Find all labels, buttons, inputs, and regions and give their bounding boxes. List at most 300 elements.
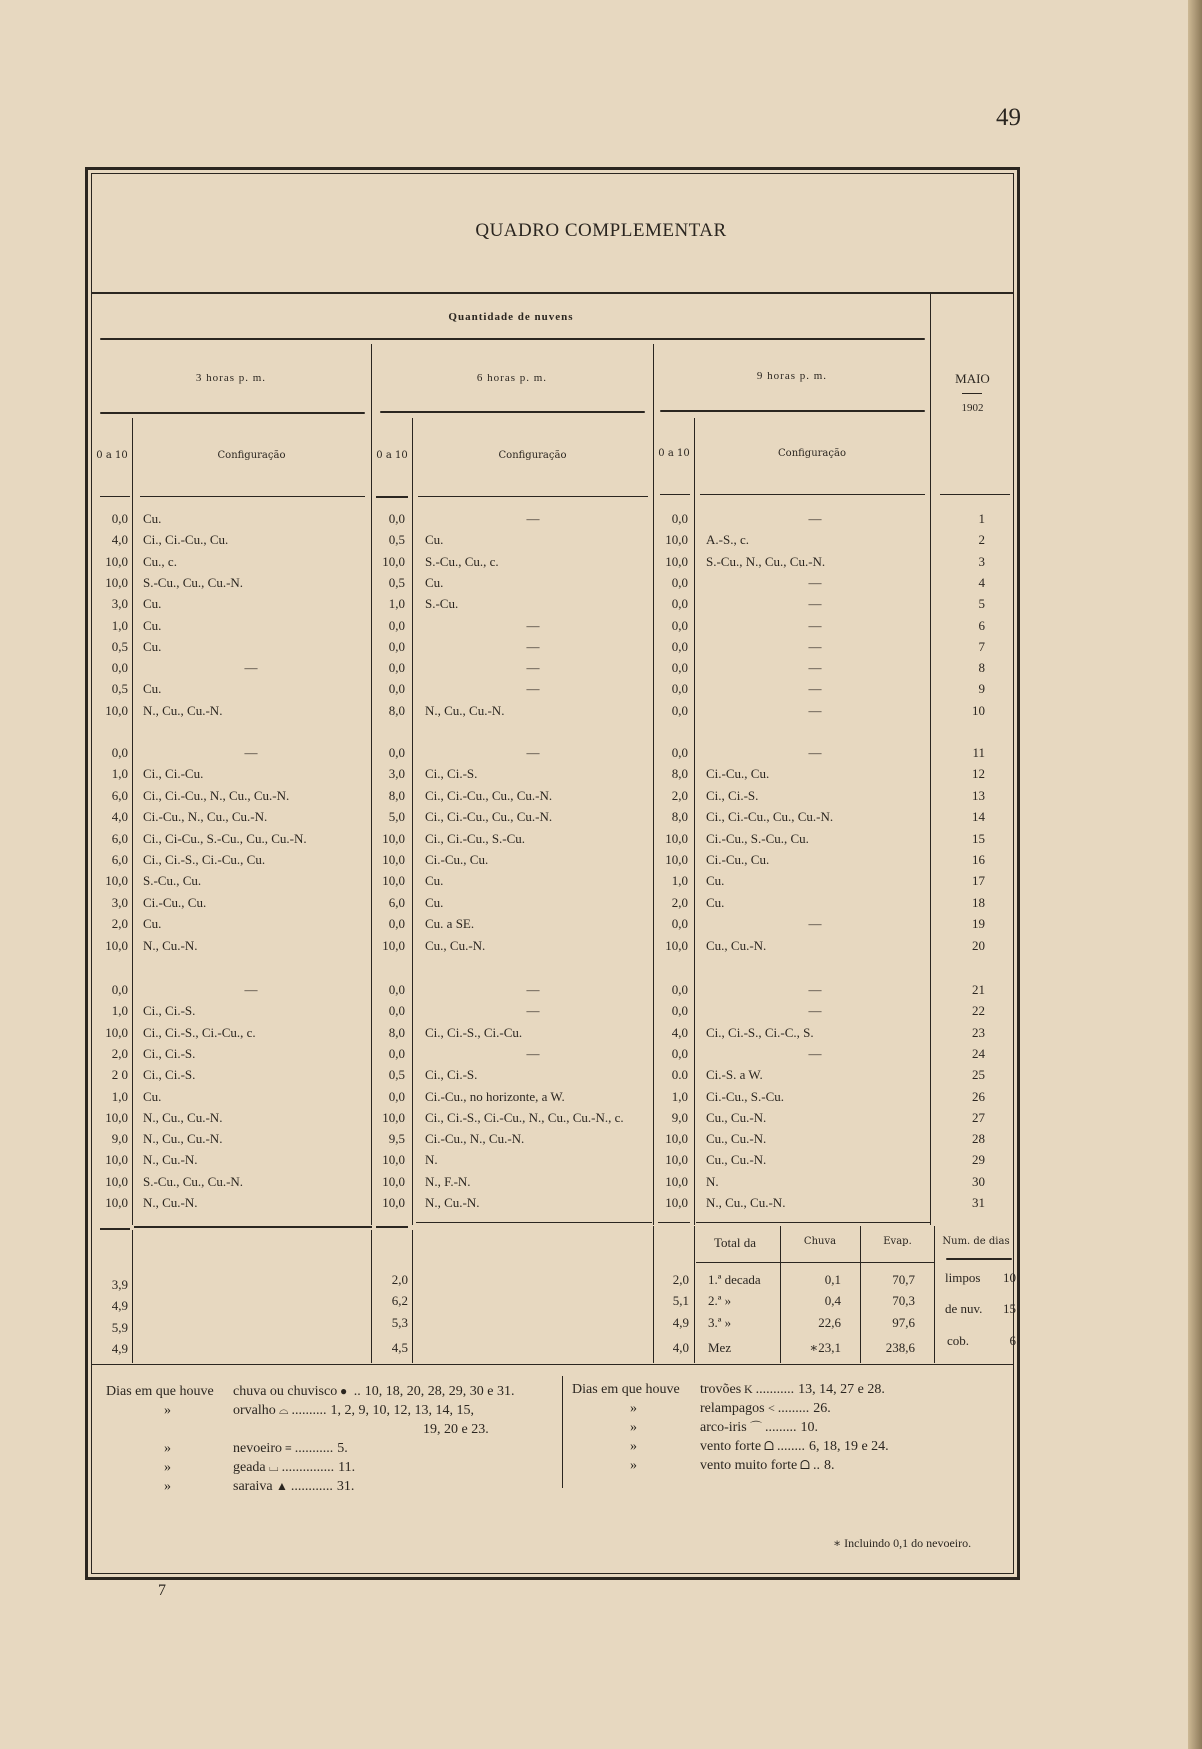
note-dots: ........ bbox=[776, 1439, 805, 1454]
summary-amount-3pm: 4,9 bbox=[111, 1298, 128, 1313]
config-6pm: — bbox=[526, 681, 540, 697]
amount-6pm: 0,0 bbox=[388, 681, 405, 697]
amount-6pm: 10,0 bbox=[382, 852, 405, 867]
amount-6pm: 0,0 bbox=[388, 511, 405, 526]
amount-3pm: 1,0 bbox=[111, 1003, 128, 1019]
summary-period: 1.ª decada bbox=[708, 1272, 761, 1287]
day-number: 12 bbox=[972, 766, 985, 782]
config-3pm: Cu. bbox=[143, 681, 162, 697]
col-amount-9pm: 0 a 10 bbox=[658, 448, 690, 459]
summary-rule-a9 bbox=[658, 1222, 690, 1223]
note-prefix: » bbox=[164, 1479, 171, 1494]
group-header-swash bbox=[100, 338, 925, 340]
config-3pm: — bbox=[244, 745, 258, 760]
summary-evap: 70,7 bbox=[892, 1272, 915, 1287]
note-days: 11. bbox=[338, 1460, 356, 1475]
amount-9pm: 10,0 bbox=[665, 1173, 688, 1189]
config-3pm: Ci.-Cu., N., Cu., Cu.-N. bbox=[143, 809, 268, 825]
period-label-9pm: 9 horas p. m. bbox=[756, 370, 828, 382]
note-dots: ........... bbox=[755, 1382, 795, 1397]
config-6pm: S.-Cu. bbox=[425, 596, 459, 612]
note-label: arco-iris bbox=[700, 1420, 747, 1435]
month-column-divider bbox=[930, 293, 931, 1225]
note-dots: .. bbox=[812, 1458, 820, 1473]
day-number: 19 bbox=[972, 916, 985, 932]
config-3pm: N., Cu., Cu.-N. bbox=[143, 1131, 223, 1147]
config-6pm: Cu. a SE. bbox=[425, 916, 475, 932]
config-3pm: Ci., Ci-Cu., S.-Cu., Cu., Cu.-N. bbox=[143, 830, 307, 846]
day-number: 3 bbox=[978, 553, 985, 569]
summary-rule-right bbox=[696, 1222, 930, 1223]
amount-9pm: 2,0 bbox=[671, 894, 688, 910]
notes-divider bbox=[562, 1376, 563, 1488]
amount-6pm: 0,0 bbox=[388, 1088, 405, 1104]
summary-amount-9pm: 4,9 bbox=[672, 1315, 689, 1330]
summary-rule-c6 bbox=[416, 1222, 652, 1223]
config-9pm: — bbox=[808, 702, 822, 718]
note-symbol-icon: ᗝ bbox=[764, 1439, 774, 1453]
note-days: 5. bbox=[337, 1441, 348, 1456]
config-3pm: Cu. bbox=[143, 617, 162, 633]
note-symbol-icon: ● bbox=[340, 1384, 348, 1398]
table-title: QUADRO COMPLEMENTAR bbox=[475, 220, 727, 241]
config-9pm: — bbox=[808, 745, 822, 760]
note-prefix: » bbox=[164, 1460, 171, 1475]
day-number: 27 bbox=[972, 1109, 985, 1125]
day-number: 30 bbox=[972, 1173, 985, 1189]
config-9pm: — bbox=[808, 1045, 822, 1061]
note-label: geada bbox=[233, 1460, 266, 1475]
amount-3pm: 4,0 bbox=[111, 809, 128, 825]
note-prefix: » bbox=[630, 1420, 637, 1435]
summary-evap: 238,6 bbox=[885, 1340, 915, 1355]
dias-nuv-value: 15 bbox=[1003, 1301, 1016, 1316]
note-symbol-icon: ⌴ bbox=[269, 1460, 279, 1474]
day-number: 4 bbox=[978, 574, 985, 590]
dias-nuv-label: de nuv. bbox=[945, 1301, 983, 1316]
amount-9pm: 1,0 bbox=[671, 1088, 688, 1104]
amount-6pm: 5,0 bbox=[388, 809, 405, 825]
amount-9pm: 10,0 bbox=[665, 532, 688, 548]
summary-amount-6pm: 4,5 bbox=[391, 1340, 408, 1355]
amount-6pm: 10,0 bbox=[382, 1195, 405, 1210]
note-tail bbox=[765, 1399, 831, 1418]
month-name: MAIO bbox=[955, 371, 990, 386]
note-symbol-icon: ⌒ bbox=[750, 1420, 763, 1434]
amount-6pm: 1,0 bbox=[388, 596, 405, 612]
day-number: 8 bbox=[978, 660, 985, 676]
amount-6pm: 10,0 bbox=[382, 1173, 405, 1189]
config-3pm: Ci.-Cu., Cu. bbox=[143, 894, 207, 910]
note-dots: .. bbox=[350, 1384, 361, 1399]
day-number: 28 bbox=[972, 1131, 985, 1147]
day-number: 14 bbox=[972, 809, 985, 825]
amount-6pm: 0,0 bbox=[388, 745, 405, 760]
amount-3pm: 10,0 bbox=[105, 937, 128, 953]
note-days: 13, 14, 27 e 28. bbox=[798, 1382, 885, 1397]
amount-6pm: 10,0 bbox=[382, 873, 405, 889]
amount-3pm: 1,0 bbox=[111, 766, 128, 782]
amount-6pm: 9,5 bbox=[388, 1131, 405, 1147]
config-6pm: N., Cu., Cu.-N. bbox=[425, 702, 505, 718]
note-label: saraiva bbox=[233, 1479, 273, 1494]
amount-9pm: 9,0 bbox=[671, 1109, 688, 1125]
config-9pm: N. bbox=[706, 1173, 719, 1189]
amount-9pm: 10,0 bbox=[665, 1195, 688, 1210]
note-days: 1, 2, 9, 10, 12, 13, 14, 15, bbox=[330, 1403, 474, 1418]
amount-3pm: 3,0 bbox=[111, 596, 128, 612]
amount-3pm: 0,0 bbox=[111, 511, 128, 526]
config-3pm: Ci., Ci.-S., Ci.-Cu., c. bbox=[143, 1024, 256, 1040]
amount-9pm: 10,0 bbox=[665, 852, 688, 867]
config-6pm: Ci.-Cu., no horizonte, a W. bbox=[425, 1088, 565, 1104]
config-9pm: Ci.-S. a W. bbox=[706, 1067, 763, 1083]
config-6pm: — bbox=[526, 745, 540, 760]
day-number: 7 bbox=[978, 638, 985, 654]
sheet-number: 7 bbox=[158, 1582, 166, 1599]
config-6pm: — bbox=[526, 638, 540, 654]
day-number: 17 bbox=[972, 873, 985, 889]
amount-9pm: 0,0 bbox=[671, 681, 688, 697]
note-days: 19, 20 e 23. bbox=[423, 1422, 489, 1437]
note-dots: ............... bbox=[281, 1460, 335, 1475]
config-3pm: Cu. bbox=[143, 596, 162, 612]
config-3pm: — bbox=[244, 660, 258, 676]
amount-6pm: 0,0 bbox=[388, 916, 405, 932]
summary-period: Mez bbox=[708, 1340, 732, 1355]
amount-9pm: 4,0 bbox=[671, 1024, 688, 1040]
amount-6pm: 8,0 bbox=[388, 702, 405, 718]
config-3pm: S.-Cu., Cu., Cu.-N. bbox=[143, 574, 244, 590]
title-rule bbox=[92, 292, 1014, 294]
summary-period: 2.ª » bbox=[708, 1293, 732, 1308]
amount-6pm: 10,0 bbox=[382, 1109, 405, 1125]
amount-9pm: 0,0 bbox=[671, 660, 688, 676]
config-3pm: N., Cu.-N. bbox=[143, 1152, 198, 1168]
amount-6pm: 0,0 bbox=[388, 1003, 405, 1019]
note-tail bbox=[282, 1439, 348, 1458]
config-3pm: Ci., Ci.-S. bbox=[143, 1003, 196, 1019]
amount-6pm: 10,0 bbox=[382, 553, 405, 569]
config-3pm: Ci., Ci.-S. bbox=[143, 1067, 196, 1083]
amount-3pm: 10,0 bbox=[105, 702, 128, 718]
summary-div-a9 bbox=[694, 1226, 695, 1363]
day-number: 25 bbox=[972, 1067, 985, 1083]
amount-9pm: 0,0 bbox=[671, 596, 688, 612]
config-6pm: Ci., Ci.-S. bbox=[425, 1067, 478, 1083]
config-9pm: Ci.-Cu., Cu. bbox=[706, 766, 770, 782]
day-number: 22 bbox=[972, 1003, 985, 1019]
config-6pm: Ci., Ci.-S. bbox=[425, 766, 478, 782]
col-config-9pm: Configuração bbox=[778, 448, 846, 459]
day-number: 10 bbox=[972, 702, 985, 718]
amount-9pm: 8,0 bbox=[671, 809, 688, 825]
dias-cob-value: 6 bbox=[1009, 1333, 1016, 1348]
amount-9pm: 0,0 bbox=[671, 638, 688, 654]
config-6pm: Cu., Cu.-N. bbox=[425, 937, 486, 953]
summary-amount-3pm: 4,9 bbox=[111, 1341, 128, 1356]
amount-6pm: 0,0 bbox=[388, 660, 405, 676]
day-number: 18 bbox=[972, 894, 985, 910]
config-6pm: Cu. bbox=[425, 894, 444, 910]
summary-amount-6pm: 2,0 bbox=[391, 1272, 408, 1287]
config-9pm: — bbox=[808, 916, 822, 932]
config-3pm: N., Cu., Cu.-N. bbox=[143, 702, 223, 718]
config-9pm: Cu., Cu.-N. bbox=[706, 1109, 767, 1125]
config-9pm: — bbox=[808, 982, 822, 997]
note-days: 31. bbox=[336, 1479, 355, 1494]
dias-limpos-value: 10 bbox=[1003, 1270, 1016, 1285]
day-number: 26 bbox=[972, 1088, 985, 1104]
header-rule-a9 bbox=[660, 494, 690, 495]
col-amount-6pm: 0 a 10 bbox=[376, 450, 408, 461]
day-number: 23 bbox=[972, 1024, 985, 1040]
note-dots: ......... bbox=[765, 1420, 797, 1435]
config-6pm: Ci., Ci.-S., Ci.-Cu., N., Cu., Cu.-N., c. bbox=[425, 1109, 624, 1125]
note-symbol-icon: ▲ bbox=[276, 1479, 288, 1493]
amount-3pm: 10,0 bbox=[105, 1173, 128, 1189]
summary-div-a6 bbox=[412, 1230, 413, 1363]
amount-3pm: 3,0 bbox=[111, 894, 128, 910]
summary-chuva: ∗23,1 bbox=[809, 1340, 841, 1355]
summary-bottom-rule bbox=[92, 1364, 1014, 1365]
day-number: 6 bbox=[978, 617, 985, 633]
col-amount-3pm: 0 a 10 bbox=[96, 450, 128, 461]
config-3pm: N., Cu., Cu.-N. bbox=[143, 1109, 223, 1125]
amount-6pm: 8,0 bbox=[388, 1024, 405, 1040]
config-3pm: N., Cu.-N. bbox=[143, 937, 198, 953]
note-tail bbox=[266, 1458, 355, 1477]
config-6pm: Ci., Ci.-Cu., S.-Cu. bbox=[425, 830, 526, 846]
day-number: 21 bbox=[972, 982, 985, 997]
amount-9pm: 10,0 bbox=[665, 830, 688, 846]
config-9pm: — bbox=[808, 511, 822, 526]
amount-9pm: 0,0 bbox=[671, 745, 688, 760]
config-6pm: Ci., Ci.-S., Ci.-Cu. bbox=[425, 1024, 523, 1040]
summary-amount-9pm: 4,0 bbox=[672, 1340, 689, 1355]
period-label-6pm: 6 horas p. m. bbox=[476, 372, 548, 384]
config-3pm: Ci., Ci.-Cu. bbox=[143, 766, 204, 782]
config-6pm: Ci.-Cu., N., Cu.-N. bbox=[425, 1131, 525, 1147]
config-6pm: — bbox=[526, 511, 540, 526]
note-tail bbox=[337, 1382, 514, 1401]
config-6pm: N., Cu.-N. bbox=[425, 1195, 480, 1210]
note-prefix: Dias em que houve bbox=[106, 1384, 214, 1399]
note-symbol-icon: K bbox=[744, 1382, 753, 1396]
day-number: 2 bbox=[978, 532, 985, 548]
day-number: 20 bbox=[972, 937, 985, 953]
note-prefix: Dias em que houve bbox=[572, 1382, 680, 1397]
config-3pm: Cu. bbox=[143, 638, 162, 654]
note-days: 26. bbox=[813, 1401, 831, 1416]
amount-divider-6pm bbox=[412, 418, 413, 1225]
day-number: 31 bbox=[972, 1195, 985, 1210]
amount-9pm: 8,0 bbox=[671, 766, 688, 782]
amount-9pm: 0,0 bbox=[671, 916, 688, 932]
amount-6pm: 3,0 bbox=[388, 766, 405, 782]
amount-3pm: 10,0 bbox=[105, 1024, 128, 1040]
day-number: 13 bbox=[972, 787, 985, 803]
month-year: 1902 bbox=[961, 402, 984, 414]
amount-3pm: 1,0 bbox=[111, 617, 128, 633]
config-6pm: — bbox=[526, 1045, 540, 1061]
amount-3pm: 6,0 bbox=[111, 830, 128, 846]
note-dots: .......... bbox=[291, 1403, 327, 1418]
summary-chuva-label: Chuva bbox=[803, 1236, 837, 1247]
note-symbol-icon: ⌓ bbox=[279, 1403, 289, 1417]
summary-chuva: 22,6 bbox=[818, 1315, 841, 1330]
note-prefix: » bbox=[630, 1458, 637, 1473]
note-label: orvalho bbox=[233, 1403, 276, 1418]
header-rule-c9 bbox=[700, 494, 925, 495]
config-9pm: Ci.-Cu., S.-Cu. bbox=[706, 1088, 785, 1104]
amount-9pm: 2,0 bbox=[671, 787, 688, 803]
config-9pm: Ci., Ci.-Cu., Cu., Cu.-N. bbox=[706, 809, 834, 825]
summary-rule-a6 bbox=[376, 1226, 408, 1228]
note-tail bbox=[413, 1420, 489, 1439]
amount-9pm: 10,0 bbox=[665, 553, 688, 569]
amount-3pm: 0,0 bbox=[111, 745, 128, 760]
amount-9pm: 0,0 bbox=[671, 574, 688, 590]
amount-9pm: 0,0 bbox=[671, 1045, 688, 1061]
summary-amount-6pm: 6,2 bbox=[391, 1293, 408, 1308]
summary-evap: 70,3 bbox=[892, 1293, 915, 1308]
period-swash-3pm bbox=[100, 412, 365, 414]
config-6pm: — bbox=[526, 617, 540, 633]
dias-limpos-label: limpos bbox=[945, 1270, 981, 1285]
summary-amount-6pm: 5,3 bbox=[391, 1315, 408, 1330]
note-prefix: » bbox=[630, 1439, 637, 1454]
amount-3pm: 10,0 bbox=[105, 1109, 128, 1125]
note-days: 8. bbox=[823, 1458, 835, 1473]
note-label: vento forte bbox=[700, 1439, 762, 1454]
config-9pm: A.-S., c. bbox=[706, 532, 749, 548]
dias-cob-label: cob. bbox=[947, 1333, 970, 1348]
amount-3pm: 10,0 bbox=[105, 1152, 128, 1168]
summary-header-rule bbox=[696, 1262, 934, 1263]
amount-3pm: 6,0 bbox=[111, 787, 128, 803]
amount-9pm: 0,0 bbox=[671, 511, 688, 526]
summary-total-label: Total da bbox=[714, 1235, 757, 1250]
header-rule-a3 bbox=[100, 496, 130, 497]
config-9pm: N., Cu., Cu.-N. bbox=[706, 1195, 786, 1210]
summary-rule-c3 bbox=[134, 1226, 372, 1228]
config-3pm: Cu. bbox=[143, 1088, 162, 1104]
amount-6pm: 10,0 bbox=[382, 830, 405, 846]
day-number: 9 bbox=[978, 681, 985, 697]
note-prefix: » bbox=[164, 1441, 171, 1456]
summary-evap: 97,6 bbox=[892, 1315, 915, 1330]
config-3pm: Cu. bbox=[143, 511, 162, 526]
config-9pm: Ci.-Cu., Cu. bbox=[706, 852, 770, 867]
config-9pm: S.-Cu., N., Cu., Cu.-N. bbox=[706, 553, 826, 569]
note-prefix: » bbox=[164, 1403, 171, 1418]
amount-6pm: 0,5 bbox=[388, 532, 405, 548]
amount-3pm: 9,0 bbox=[111, 1131, 128, 1147]
amount-9pm: 1,0 bbox=[671, 873, 688, 889]
summary-dias-swash bbox=[946, 1258, 1012, 1260]
config-6pm: Cu. bbox=[425, 873, 444, 889]
config-6pm: N., F.-N. bbox=[425, 1173, 471, 1189]
amount-divider-9pm bbox=[694, 418, 695, 1225]
note-tail bbox=[761, 1437, 889, 1456]
note-prefix: » bbox=[630, 1401, 637, 1416]
config-6pm: Ci., Ci.-Cu., Cu., Cu.-N. bbox=[425, 787, 553, 803]
config-3pm: Cu. bbox=[143, 916, 162, 932]
amount-3pm: 0,0 bbox=[111, 660, 128, 676]
note-label: nevoeiro bbox=[233, 1441, 282, 1456]
config-6pm: N. bbox=[425, 1152, 438, 1168]
note-label: trovões bbox=[700, 1382, 742, 1397]
amount-3pm: 10,0 bbox=[105, 873, 128, 889]
amount-6pm: 0,0 bbox=[388, 617, 405, 633]
summary-amount-3pm: 5,9 bbox=[111, 1320, 128, 1335]
amount-9pm: 10,0 bbox=[665, 1131, 688, 1147]
config-3pm: Ci., Ci.-S. bbox=[143, 1045, 196, 1061]
note-label: vento muito forte bbox=[700, 1458, 798, 1473]
summary-rule-a3 bbox=[100, 1228, 130, 1230]
config-9pm: — bbox=[808, 638, 822, 654]
amount-6pm: 0,5 bbox=[388, 1067, 405, 1083]
config-9pm: Cu., Cu.-N. bbox=[706, 937, 767, 953]
config-3pm: N., Cu.-N. bbox=[143, 1195, 198, 1210]
amount-3pm: 0,0 bbox=[111, 982, 128, 997]
amount-3pm: 0,5 bbox=[111, 681, 128, 697]
note-tail bbox=[747, 1418, 818, 1437]
config-6pm: — bbox=[526, 660, 540, 676]
amount-9pm: 10,0 bbox=[665, 937, 688, 953]
day-number: 16 bbox=[972, 852, 985, 867]
config-9pm: Ci., Ci.-S., Ci.-C., S. bbox=[706, 1024, 814, 1040]
config-9pm: Ci., Ci.-S. bbox=[706, 787, 759, 803]
note-symbol-icon: ᗝ bbox=[800, 1458, 810, 1472]
note-tail bbox=[741, 1380, 885, 1399]
amount-3pm: 2 0 bbox=[111, 1067, 128, 1083]
amount-3pm: 10,0 bbox=[105, 553, 128, 569]
col-config-6pm: Configuração bbox=[498, 450, 567, 461]
config-6pm: — bbox=[526, 982, 540, 997]
amount-3pm: 0,5 bbox=[111, 638, 128, 654]
amount-6pm: 10,0 bbox=[382, 937, 405, 953]
summary-evap-label: Evap. bbox=[883, 1236, 912, 1247]
day-number: 24 bbox=[972, 1045, 985, 1061]
config-9pm: — bbox=[808, 574, 822, 590]
config-6pm: Cu. bbox=[425, 532, 444, 548]
config-9pm: Cu. bbox=[706, 873, 725, 889]
config-3pm: Cu., c. bbox=[143, 553, 177, 569]
config-9pm: Cu. bbox=[706, 894, 725, 910]
amount-6pm: 0,0 bbox=[388, 982, 405, 997]
amount-3pm: 10,0 bbox=[105, 1195, 128, 1210]
note-days: 10. bbox=[800, 1420, 819, 1435]
config-3pm: Ci., Ci.-Cu., Cu. bbox=[143, 532, 229, 548]
summary-dias-label: Num. de dias bbox=[942, 1236, 1010, 1247]
note-days: 10, 18, 20, 28, 29, 30 e 31. bbox=[364, 1384, 515, 1399]
config-3pm: S.-Cu., Cu. bbox=[143, 873, 202, 889]
config-6pm: Ci.-Cu., Cu. bbox=[425, 852, 489, 867]
amount-3pm: 4,0 bbox=[111, 532, 128, 548]
book-spine-edge bbox=[1188, 0, 1202, 1749]
config-6pm: — bbox=[526, 1003, 540, 1019]
day-number: 5 bbox=[978, 596, 985, 612]
note-symbol-icon: ≡ bbox=[285, 1441, 292, 1455]
note-dots: ......... bbox=[777, 1401, 810, 1416]
config-9pm: — bbox=[808, 1003, 822, 1019]
amount-3pm: 2,0 bbox=[111, 916, 128, 932]
amount-3pm: 2,0 bbox=[111, 1045, 128, 1061]
config-9pm: Cu., Cu.-N. bbox=[706, 1131, 767, 1147]
header-rule-c6 bbox=[418, 496, 648, 497]
